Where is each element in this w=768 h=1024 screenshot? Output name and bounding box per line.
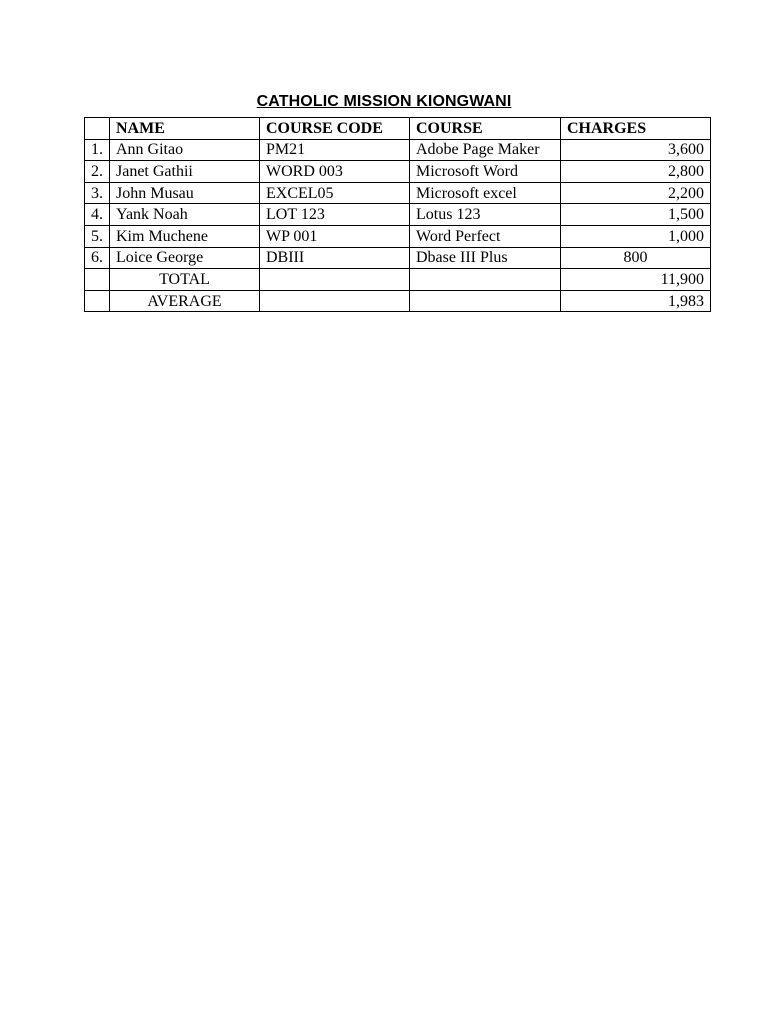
row-number: 3.	[85, 182, 110, 204]
average-course-code-cell	[260, 290, 410, 312]
header-course-code: COURSE CODE	[260, 118, 410, 140]
course-code: EXCEL05	[260, 182, 410, 204]
course-name: Microsoft excel	[410, 182, 561, 204]
course-code: DBIII	[260, 247, 410, 269]
total-label: TOTAL	[110, 269, 260, 291]
course-charges: 3,600	[561, 139, 711, 161]
row-number: 4.	[85, 204, 110, 226]
average-row	[85, 290, 711, 312]
student-name: Kim Muchene	[110, 225, 260, 247]
header-number	[85, 118, 110, 140]
row-number: 2.	[85, 161, 110, 183]
course-name: Microsoft Word	[410, 161, 561, 183]
row-number: 1.	[85, 139, 110, 161]
course-name: Adobe Page Maker	[410, 139, 561, 161]
course-name: Word Perfect	[410, 225, 561, 247]
table-row	[85, 225, 711, 247]
total-course-cell	[410, 269, 561, 291]
course-charges: 800	[561, 247, 711, 269]
table-row	[85, 139, 711, 161]
average-number-cell	[85, 290, 110, 312]
table-row	[85, 182, 711, 204]
course-charges: 1,500	[561, 204, 711, 226]
course-code: PM21	[260, 139, 410, 161]
table-row	[85, 204, 711, 226]
student-name: Janet Gathii	[110, 161, 260, 183]
total-course-code-cell	[260, 269, 410, 291]
header-name: NAME	[110, 118, 260, 140]
average-course-cell	[410, 290, 561, 312]
row-number: 5.	[85, 225, 110, 247]
table-header-row	[85, 118, 711, 140]
student-name: John Musau	[110, 182, 260, 204]
student-name: Yank Noah	[110, 204, 260, 226]
student-name: Ann Gitao	[110, 139, 260, 161]
total-number-cell	[85, 269, 110, 291]
course-charges: 2,800	[561, 161, 711, 183]
total-row	[85, 269, 711, 291]
course-code: LOT 123	[260, 204, 410, 226]
document-title: CATHOLIC MISSION KIONGWANI	[256, 93, 512, 110]
table-row	[85, 247, 711, 269]
course-code: WP 001	[260, 225, 410, 247]
table-row	[85, 161, 711, 183]
course-name: Dbase III Plus	[410, 247, 561, 269]
course-charges-table	[84, 117, 711, 312]
header-charges: CHARGES	[561, 118, 711, 140]
course-charges: 1,000	[561, 225, 711, 247]
average-label: AVERAGE	[110, 290, 260, 312]
average-value: 1,983	[561, 290, 711, 312]
header-course: COURSE	[410, 118, 561, 140]
student-name: Loice George	[110, 247, 260, 269]
course-name: Lotus 123	[410, 204, 561, 226]
row-number: 6.	[85, 247, 110, 269]
course-code: WORD 003	[260, 161, 410, 183]
total-value: 11,900	[561, 269, 711, 291]
course-charges: 2,200	[561, 182, 711, 204]
